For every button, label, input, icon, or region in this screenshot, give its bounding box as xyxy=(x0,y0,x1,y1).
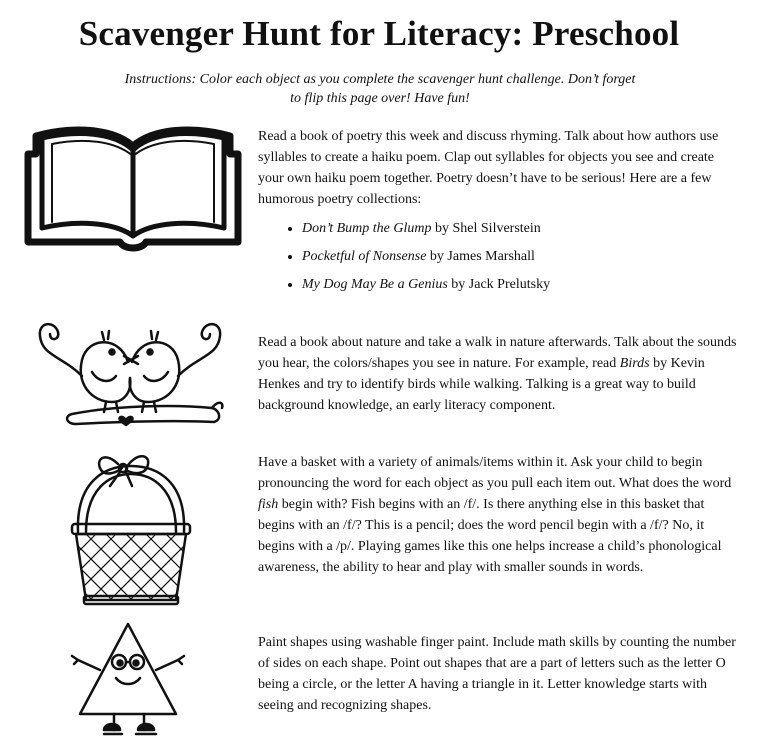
word-fish: fish xyxy=(258,497,279,512)
section-basket-text-part1: Have a basket with a variety of animals/items within it. Ask your child to begin pronouncing the word for each object as you pull each item out. What does the word xyxy=(258,455,732,491)
book-title: My Dog May Be a Genius xyxy=(302,277,448,292)
instructions xyxy=(60,70,700,108)
section-nature xyxy=(258,332,740,416)
section-basket-text-part2: begin with? Fish begins with an /f/. Is there anything else in this basket that begins with an /f/? This is a pencil; does the word pencil begin with a /f/? No, it begins with a /p/. Playing games like this one helps increase a child’s phonological awareness, the ability to hear and play with smaller sounds in words. xyxy=(258,497,722,575)
section-basket-text xyxy=(258,452,740,578)
list-item xyxy=(302,218,740,239)
section-nature-text-part2: by Kevin Henkes and try to identify birds while walking. Talking is a great way to build background knowledge, an early literacy component. xyxy=(258,356,705,413)
book-title: Don’t Bump the Glump xyxy=(302,221,432,236)
section-nature-text-part1: Read a book about nature and take a walk in nature afterwards. Talk about the sounds you hear, the colors/shapes you see in nature. For example, read xyxy=(258,335,737,371)
list-item xyxy=(302,274,740,295)
book-title-birds: Birds xyxy=(619,356,650,371)
instructions-line-1: Instructions: Color each object as you complete the scavenger hunt challenge. Don’t forget xyxy=(124,72,636,87)
section-nature-text xyxy=(258,332,740,416)
love-birds-icon xyxy=(32,316,228,428)
open-book-icon xyxy=(22,124,244,264)
poetry-book-list xyxy=(258,218,740,295)
section-shapes xyxy=(258,632,740,716)
basket-with-bow-icon xyxy=(66,450,196,610)
section-poetry xyxy=(258,126,740,302)
triangle-character-icon xyxy=(68,618,188,746)
page-title: Scavenger Hunt for Literacy: Preschool xyxy=(78,14,680,53)
book-author: by Shel Silverstein xyxy=(435,221,541,236)
book-author: by James Marshall xyxy=(429,249,535,264)
instructions-line-2: to flip this page over! Have fun! xyxy=(290,91,470,106)
section-basket xyxy=(258,452,740,578)
section-poetry-text: Read a book of poetry this week and discuss rhyming. Talk about how authors use syllables to create a haiku poem. Clap out syllables for objects you see and create your own haiku poem together. Poetry doesn’t have to be serious! Here are a few humorous poetry collections: xyxy=(258,129,719,207)
book-author: by Jack Prelutsky xyxy=(451,277,551,292)
book-title: Pocketful of Nonsense xyxy=(302,249,427,264)
section-shapes-text: Paint shapes using washable finger paint. Include math skills by counting the number of sides on each shape. Point out shapes that are a part of letters such as the letter O being a circle, or the letter A having a triangle in it. Letter knowledge starts with seeing and recognizing shapes. xyxy=(258,635,736,713)
list-item xyxy=(302,246,740,267)
